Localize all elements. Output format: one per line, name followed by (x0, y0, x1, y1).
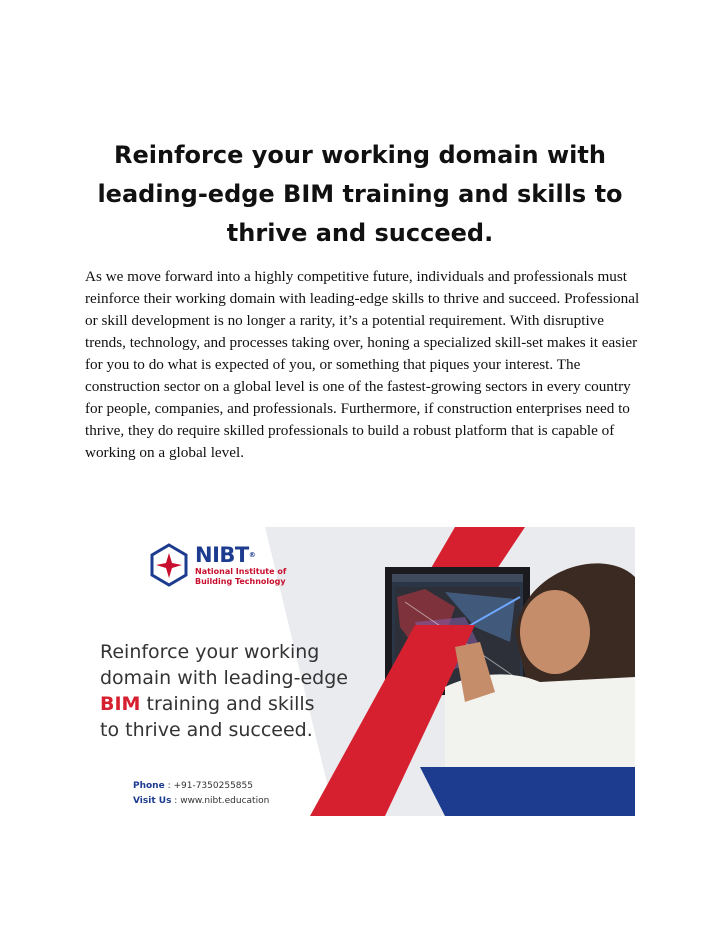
document-title: Reinforce your working domain with leading-edge BIM training and skills to thrive and succeed. (97, 141, 623, 247)
logo-registered-mark: ® (248, 551, 256, 559)
headline-bim-highlight: BIM (100, 693, 141, 715)
banner-contact (133, 779, 269, 809)
visit-label: Visit Us (133, 796, 172, 806)
headline-line-2: domain with leading-edge (100, 667, 348, 689)
document-body: As we move forward into a highly competitive future, individuals and professionals must reinforce their working domain with leading-edge skills to thrive and succeed. Professional or skill development is no longer a rarity, it’s a potential requirement. With disruptive trends, technology, and processes taking over, honing a specialized skill-set makes it easier for you to do what is expected of you, or something that piques your interest. The construction sector on a global level is one of the fastest-growing sectors in every country for people, companies, and professionals. Furthermore, if construction enterprises need to thrive, they do require skilled professionals to build a robust platform that is capable of working on a global level. (85, 268, 640, 461)
contact-phone: Phone : +91-7350255855 (133, 781, 253, 791)
website-url: www.nibt.education (180, 796, 270, 806)
promo-banner (85, 527, 635, 816)
logo-subtitle: National Institute of Building Technology (195, 567, 287, 586)
nibt-logo (149, 543, 305, 587)
nibt-star-hexagon-icon (149, 543, 189, 587)
contact-website: Visit Us : www.nibt.education (133, 796, 270, 806)
headline-line-3-rest: training and skills (140, 693, 315, 715)
phone-number: +91-7350255855 (173, 781, 253, 791)
banner-headline (100, 639, 380, 743)
headline-line-1: Reinforce your working (100, 641, 320, 663)
phone-label: Phone (133, 781, 165, 791)
logo-name: NIBT® (195, 543, 256, 567)
headline-line-4: to thrive and succeed. (100, 719, 313, 741)
headline-line-3 (100, 691, 380, 717)
